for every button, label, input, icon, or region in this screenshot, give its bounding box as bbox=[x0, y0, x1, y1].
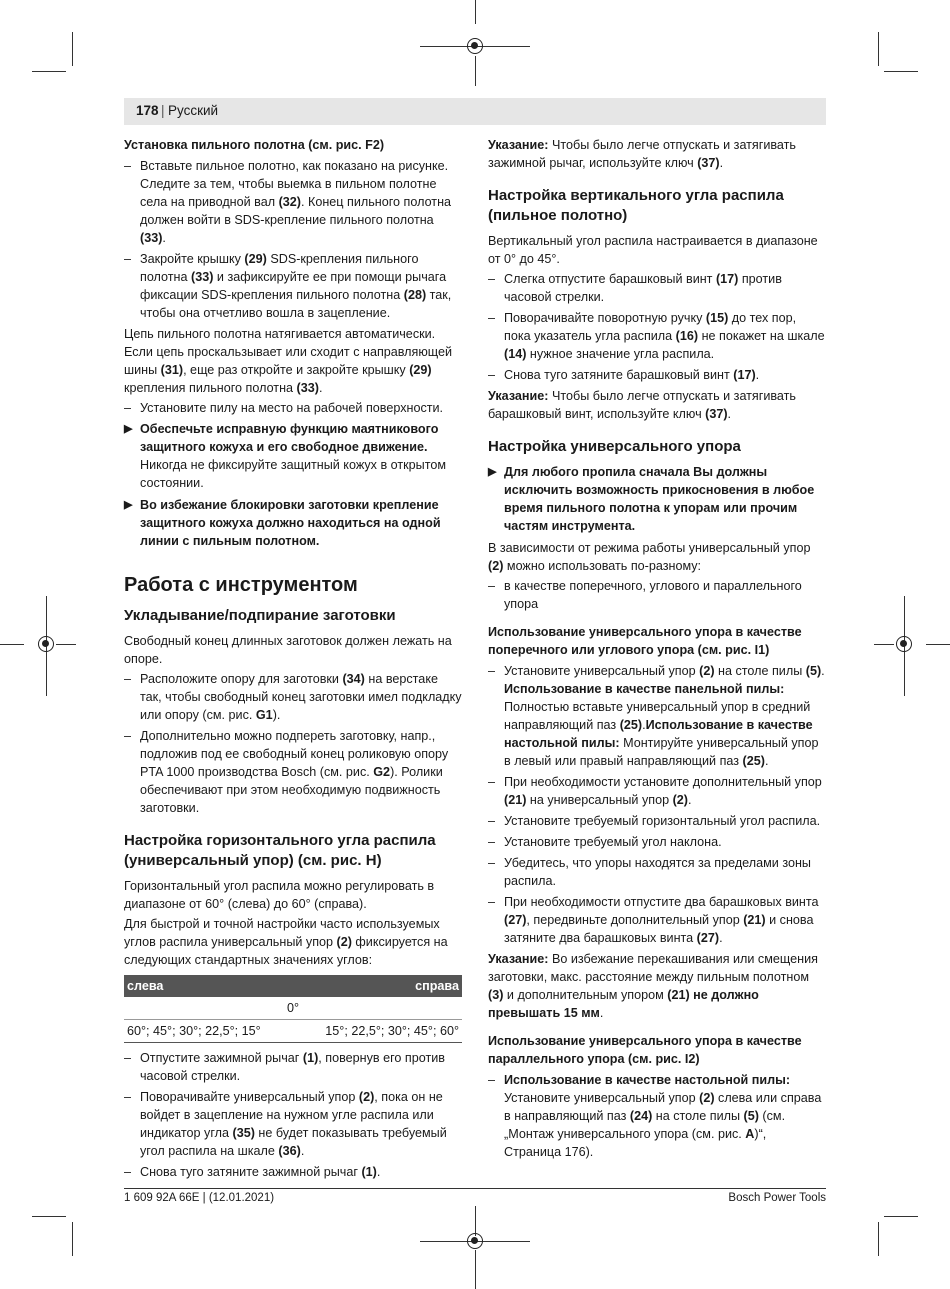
table-cell-center: 0° bbox=[124, 997, 462, 1020]
note: Указание: Во избежание перекашивания или смещения заготовки, макс. расстояние между пильным полотном (3) и дополнительным упором (21) не должно превышать 15 мм. bbox=[488, 952, 818, 1020]
paragraph: Свободный конец длинных заготовок должен лежать на опоре. bbox=[124, 634, 452, 666]
list-item: – Снова туго затяните зажимной рычаг (1). bbox=[124, 1165, 381, 1179]
list-item: – При необходимости установите дополнительный упор (21) на универсальный упор (2). bbox=[488, 775, 822, 807]
header-separator: | bbox=[161, 103, 165, 118]
table-header-right: справа bbox=[293, 975, 462, 997]
list-item: – в качестве поперечного, углового и параллельного упора bbox=[488, 579, 802, 611]
crop-mark bbox=[475, 1206, 476, 1236]
list-item: – Установите требуемый угол наклона. bbox=[488, 835, 722, 849]
publisher: Bosch Power Tools bbox=[728, 1192, 826, 1204]
list-item: – Поворачивайте универсальный упор (2), пока он не войдет в зацепление на нужном угле распила или индикатор угла (35) не будет показывать требуемый угол распила на шкале (36). bbox=[124, 1090, 447, 1158]
crop-mark bbox=[878, 1222, 879, 1256]
section-title: Использование универсального упора в качестве поперечного или углового упора (см. рис. I1) bbox=[488, 625, 802, 657]
document-code: 1 609 92A 66E | (12.01.2021) bbox=[124, 1192, 275, 1204]
crop-mark bbox=[878, 32, 879, 66]
section-heading: Настройка горизонтального угла распила (универсальный упор) (см. рис. H) bbox=[124, 832, 436, 869]
page-number: 178 bbox=[136, 103, 159, 118]
crop-mark bbox=[32, 1216, 66, 1217]
list-item: – Слегка отпустите барашковый винт (17) против часовой стрелки. bbox=[488, 272, 782, 304]
paragraph: Горизонтальный угол распила можно регулировать в диапазоне от 60° (слева) до 60° (справа). bbox=[124, 879, 435, 911]
list-item: – Закройте крышку (29) SDS-крепления пильного полотна (33) и зафиксируйте ее при помощи рычага фиксации SDS-крепления пильного полотна (28) так, чтобы она отчетливо вошла в зацепление. bbox=[124, 252, 452, 320]
section-heading: Настройка вертикального угла распила (пильное полотно) bbox=[488, 187, 784, 224]
registration-mark-icon bbox=[38, 636, 54, 652]
crop-mark bbox=[72, 32, 73, 66]
chapter-title: Работа с инструментом bbox=[124, 574, 358, 596]
note: Указание: Чтобы было легче отпускать и затягивать зажимной рычаг, используйте ключ (37). bbox=[488, 138, 796, 170]
list-item: – Убедитесь, что упоры находятся за пределами зоны распила. bbox=[488, 856, 811, 888]
crop-mark bbox=[32, 71, 66, 72]
left-column bbox=[124, 136, 462, 1184]
warning-item: ▶ Для любого пропила сначала Вы должны исключить возможность прикосновения в любое время пильного полотна к упорам или прочим частям инструмента. bbox=[488, 465, 815, 533]
list-item: – Установите пилу на место на рабочей поверхности. bbox=[124, 401, 444, 415]
section-title: Использование универсального упора в качестве параллельного упора (см. рис. I2) bbox=[488, 1034, 802, 1066]
section-heading: Настройка универсального упора bbox=[488, 438, 741, 455]
crop-mark bbox=[884, 71, 918, 72]
warning-item: ▶ Во избежание блокировки заготовки крепление защитного кожуха должно находиться на одной линии с пильным полотном. bbox=[124, 498, 441, 548]
crop-mark bbox=[884, 1216, 918, 1217]
list-item: – Снова туго затяните барашковый винт (17). bbox=[488, 368, 760, 382]
list-item: – Вставьте пильное полотно, как показано на рисунке. Следите за тем, чтобы выемка в пильном полотне села на приводной вал (32). Конец пильного полотна должен войти в SDS-крепление пильного полотна (33). bbox=[124, 159, 452, 245]
registration-mark-icon bbox=[467, 1233, 483, 1249]
registration-mark-icon bbox=[896, 636, 912, 652]
crop-mark bbox=[926, 644, 950, 645]
paragraph: Вертикальный угол распила настраивается в диапазоне от 0° до 45°. bbox=[488, 234, 818, 266]
list-item: – Установите требуемый горизонтальный угол распила. bbox=[488, 814, 821, 828]
warning-arrow-icon: ▶ bbox=[488, 466, 497, 478]
crop-mark bbox=[72, 1222, 73, 1256]
warning-arrow-icon: ▶ bbox=[124, 423, 133, 435]
crop-mark bbox=[56, 644, 76, 645]
footer-rule bbox=[124, 1188, 826, 1189]
table-cell-right: 15°; 22,5°; 30°; 45°; 60° bbox=[293, 1020, 462, 1043]
paragraph: Для быстрой и точной настройки часто используемых углов распила универсальный упор (2) фиксируется на следующих стандартных значениях углов: bbox=[124, 917, 448, 967]
section-title: Установка пильного полотна (см. рис. F2) bbox=[124, 138, 385, 152]
page-header-bar bbox=[124, 98, 826, 125]
registration-mark-icon bbox=[467, 38, 483, 54]
list-item: – Дополнительно можно подпереть заготовку, напр., подложив под ее свободный конец роликовую опору PTA 1000 производства Bosch (см. рис. G2). Ролики обеспечивают при этом необходимую подвижность заготовки. bbox=[124, 729, 449, 815]
list-item: – Использование в качестве настольной пилы: Установите универсальный упор (2) слева или справа в направляющий паз (24) на столе пилы (5) (см. „Монтаж универсального упора (см. рис. A)“, Страница 176). bbox=[488, 1073, 822, 1159]
section-heading: Укладывание/подпирание заготовки bbox=[124, 607, 396, 624]
warning-arrow-icon: ▶ bbox=[124, 499, 133, 511]
list-item: – Отпустите зажимной рычаг (1), повернув его против часовой стрелки. bbox=[124, 1051, 445, 1083]
crop-mark bbox=[475, 0, 476, 24]
paragraph: Цепь пильного полотна натягивается автоматически. Если цепь проскальзывает или сходит с направляющей шины (31), еще раз откройте и закройте крышку (29) крепления пильного полотна (33). bbox=[124, 327, 453, 395]
crop-mark bbox=[874, 644, 894, 645]
table-header-left: слева bbox=[124, 975, 293, 997]
crop-mark bbox=[0, 644, 24, 645]
paragraph: В зависимости от режима работы универсальный упор (2) можно использовать по-разному: bbox=[488, 541, 811, 573]
crop-mark bbox=[475, 56, 476, 86]
page-language: Русский bbox=[168, 103, 219, 118]
list-item: – При необходимости отпустите два барашковых винта (27), передвиньте дополнительный упор (21) и снова затяните два барашковых винта (27). bbox=[488, 895, 819, 945]
right-column bbox=[488, 136, 826, 1164]
warning-item: ▶ Обеспечьте исправную функцию маятникового защитного кожуха и его свободное движение. Никогда не фиксируйте защитный кожух в открытом состоянии. bbox=[124, 422, 447, 490]
list-item: – Расположите опору для заготовки (34) на верстаке так, чтобы свободный конец заготовки имел подкладку или опору (см. рис. G1). bbox=[124, 672, 462, 722]
table-cell-left: 60°; 45°; 30°; 22,5°; 15° bbox=[124, 1020, 293, 1043]
list-item: – Установите универсальный упор (2) на столе пилы (5). Использование в качестве панельной пилы: Полностью вставьте универсальный упор в средний направляющий паз (25).Использование в качестве настольной пилы: Монтируйте универсальный упор в левый или правый направляющий паз (25). bbox=[488, 664, 825, 768]
note: Указание: Чтобы было легче отпускать и затягивать барашковый винт, используйте ключ (37). bbox=[488, 389, 796, 421]
angle-table bbox=[124, 975, 462, 1043]
list-item: – Поворачивайте поворотную ручку (15) до тех пор, пока указатель угла распила (16) не покажет на шкале (14) нужное значение угла распила. bbox=[488, 311, 825, 361]
crop-mark bbox=[475, 1250, 476, 1289]
